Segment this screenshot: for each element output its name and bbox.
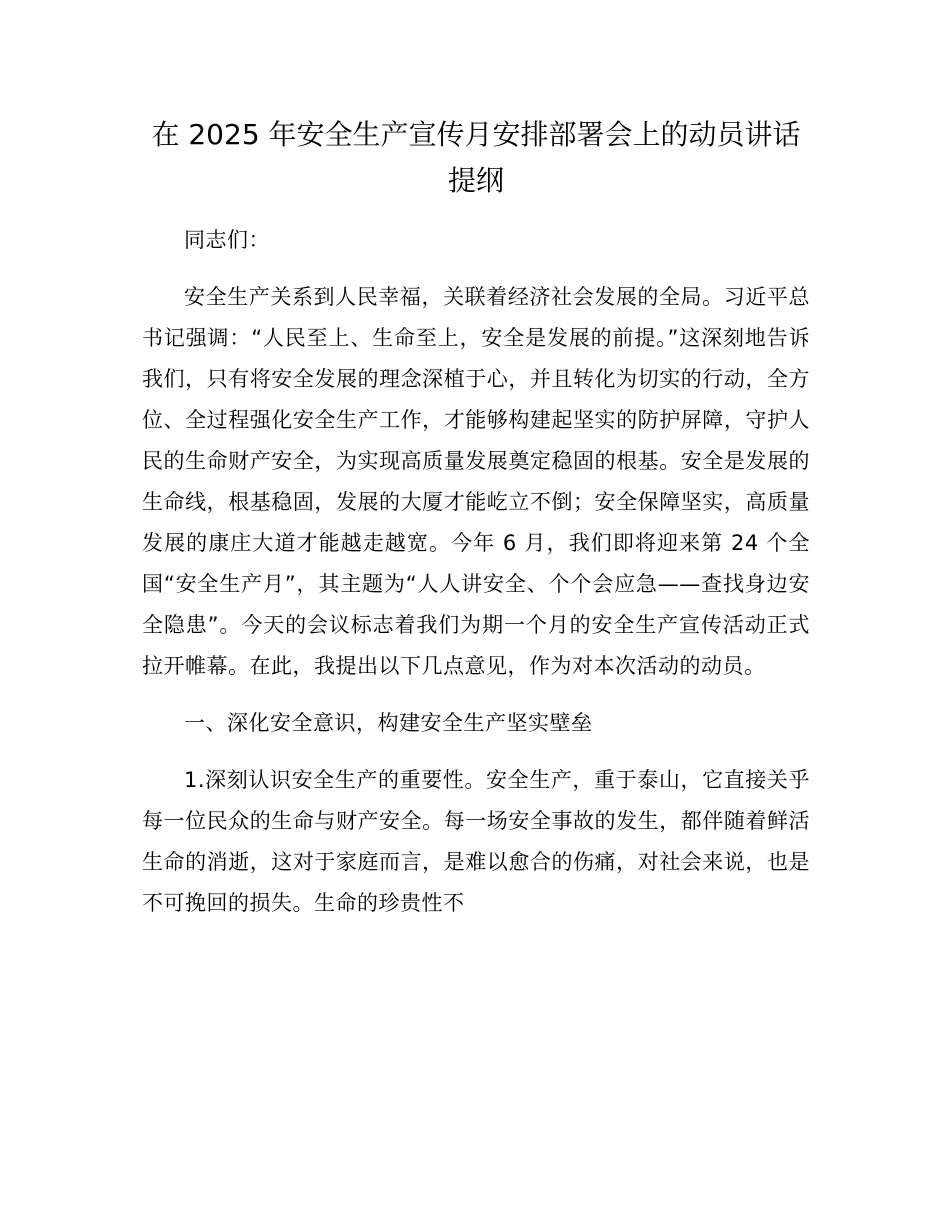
document-title: 在 2025 年安全生产宣传月安排部署会上的动员讲话提纲 xyxy=(151,118,801,197)
greeting: 同志们： xyxy=(184,228,270,252)
body-paragraph: 安全生产关系到人民幸福，关联着经济社会发展的全局。习近平总书记强调：“人民至上、生命至上，安全是发展的前提。”这深刻地告诉我们，只有将安全发展的理念深植于心，并且转化为切实的行动，全方位、全过程强化安全生产工作，才能够构建起坚实的防护屏障，守护人民的生命财产安全，为实现高质量发展奠定稳固的根基。安全是发展的生命线，根基稳固，发展的大厦才能屹立不倒；安全保障坚实，高质量发展的康庄大道才能越走越宽。今年 6 月，我们即将迎来第 24 个全国“安全生产月”，其主题为“人人讲安全、个个会应急——查找身边安全隐患”。今天的会议标志着我们为期一个月的安全生产宣传活动正式拉开帷幕。在此，我提出以下几点意见，作为对本次活动的动员。 xyxy=(142,285,810,678)
document-page xyxy=(142,112,810,924)
section-heading: 一、深化安全意识，构建安全生产坚实壁垒 xyxy=(184,711,593,735)
body-paragraph: 1.深刻认识安全生产的重要性。安全生产，重于泰山，它直接关乎每一位民众的生命与财产安全。每一场安全事故的发生，都伴随着鲜活生命的消逝，这对于家庭而言，是难以愈合的伤痛，对社会来说，也是不可挽回的损失。生命的珍贵性不 xyxy=(142,768,810,915)
